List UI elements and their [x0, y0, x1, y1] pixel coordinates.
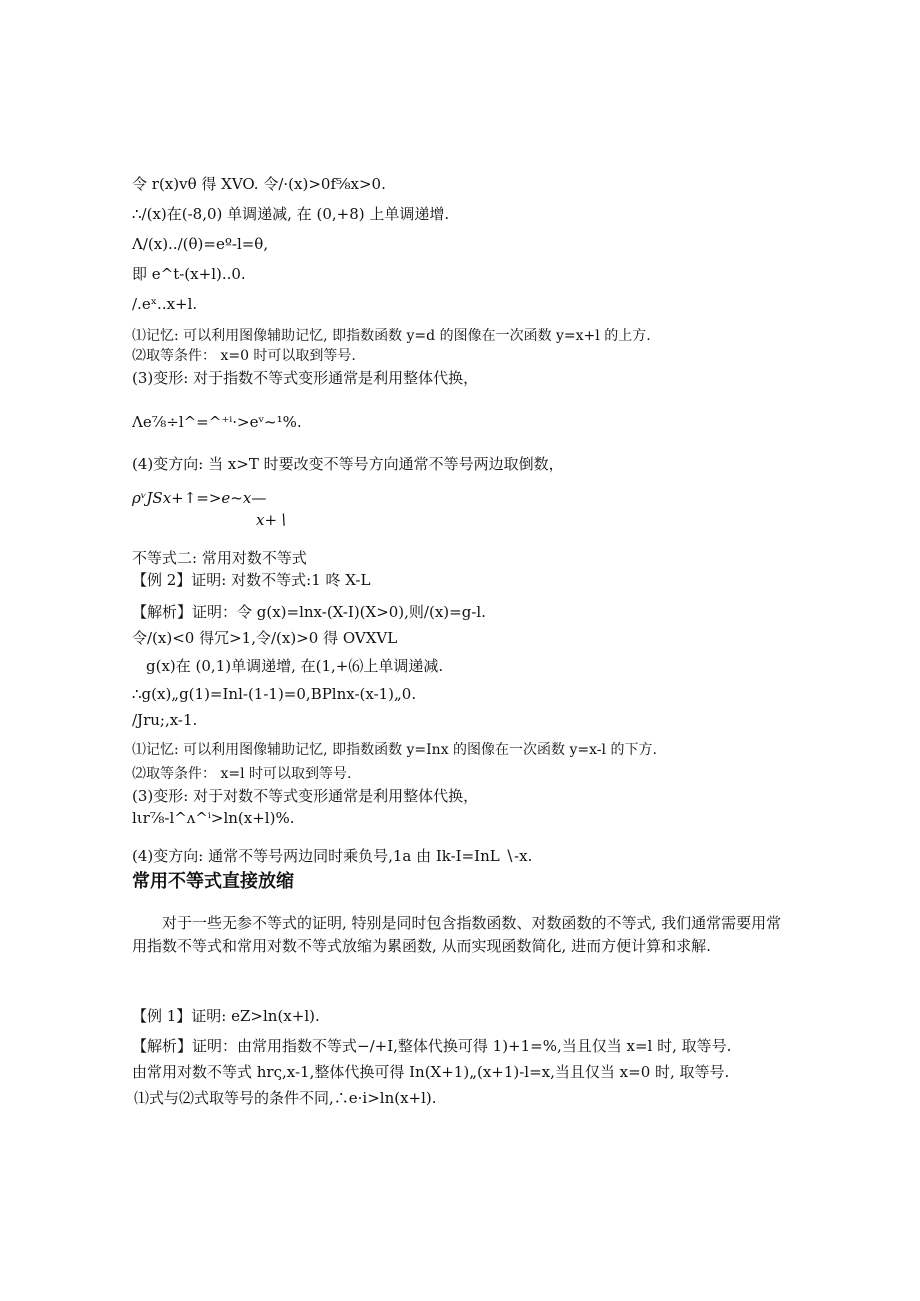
text-line: ⑴式与⑵式取等号的条件不同,∴e·i>ln(x+l). — [134, 1089, 437, 1107]
intro-paragraph: 对于一些无参不等式的证明, 特别是同时包含指数函数、对数函数的不等式, 我们通常需要用常用指数不等式和常用对数不等式放缩为累函数, 从而实现函数简化, 进而方便计算和求解. — [132, 914, 782, 955]
text-line: 【解析】证明：令 g(x)=lnx-(X-I)(X>0),则/(x)=g-l. — [132, 603, 486, 621]
formula-line: lιr⅞-l^ʌ^ⁱ>ln(x+l)%. — [132, 809, 295, 827]
text-line: (3)变形: 对于对数不等式变形通常是利用整体代换， — [132, 787, 479, 805]
text-line: 令 r(x)vθ 得 XVO. 令/·(x)>0f⅝x>0. — [132, 175, 386, 193]
text-line: g(x)在 (0,1)单调递增, 在(1,+⑹上单调递减. — [146, 657, 444, 675]
text-line: 即 e^t-(x+l)..0. — [132, 265, 246, 283]
text-line: ⑵取等条件： x=l 时可以取到等号. — [132, 766, 352, 782]
text-line: (4)变方向: 当 x>T 时要改变不等号方向通常不等号两边取倒数， — [132, 455, 564, 473]
text-line: 【解析】证明：由常用指数不等式−∕+I,整体代换可得 1)+1=%,当且仅当 x=l 时, 取等号. — [132, 1037, 732, 1055]
formula-line: Λe⅞÷l^=^⁺ⁱ·>eᵛ~¹%. — [132, 413, 302, 431]
example-title: 【例 1】证明: eZ>ln(x+l). — [132, 1007, 320, 1025]
text-line: ⑵取等条件： x=0 时可以取到等号. — [132, 348, 356, 364]
text-line: ⑴记忆: 可以利用图像辅助记忆, 即指数函数 y=d 的图像在一次函数 y=x+l 的上方. — [132, 328, 651, 344]
example-title: 【例 2】证明: 对数不等式:1 咚 X-L — [132, 571, 371, 589]
text-line: 令/(x)<0 得冗>1,令/(x)>0 得 OVXVL — [132, 629, 398, 647]
text-line: (3)变形: 对于指数不等式变形通常是利用整体代换， — [132, 369, 479, 387]
text-line: ∴∕(x)在(-8,0) 单调递减, 在 (0,+8) 上单调递增. — [132, 205, 450, 223]
text-line: 由常用对数不等式 hrς,x-1,整体代换可得 In(X+1)„(x+1)-l=x,当且仅当 x=0 时, 取等号. — [132, 1063, 730, 1081]
formula-denominator: x+∖ — [256, 511, 287, 529]
text-line: Λ∕(x)..∕(θ)=eº-l=θ, — [132, 235, 269, 253]
section-heading: 常用不等式直接放缩 — [132, 871, 294, 892]
text-line: /Jru;,x-1. — [132, 711, 198, 729]
text-line: ⑴记忆: 可以利用图像辅助记忆, 即指数函数 y=Inx 的图像在一次函数 y=x-l 的下方. — [132, 742, 657, 758]
section-subtitle: 不等式二: 常用对数不等式 — [132, 549, 307, 567]
text-line: /.eˣ..x+l. — [132, 295, 198, 313]
formula-line: ρᵛJSx+↑=>e~x— — [132, 489, 267, 507]
text-line: ∴g(x)„g(1)=Inl-(1-1)=0,BPlnx-(x-1)„0. — [132, 685, 417, 703]
text-line: (4)变方向: 通常不等号两边同时乘负号,1a 由 Ik-I=InL ∖-x. — [132, 847, 533, 865]
